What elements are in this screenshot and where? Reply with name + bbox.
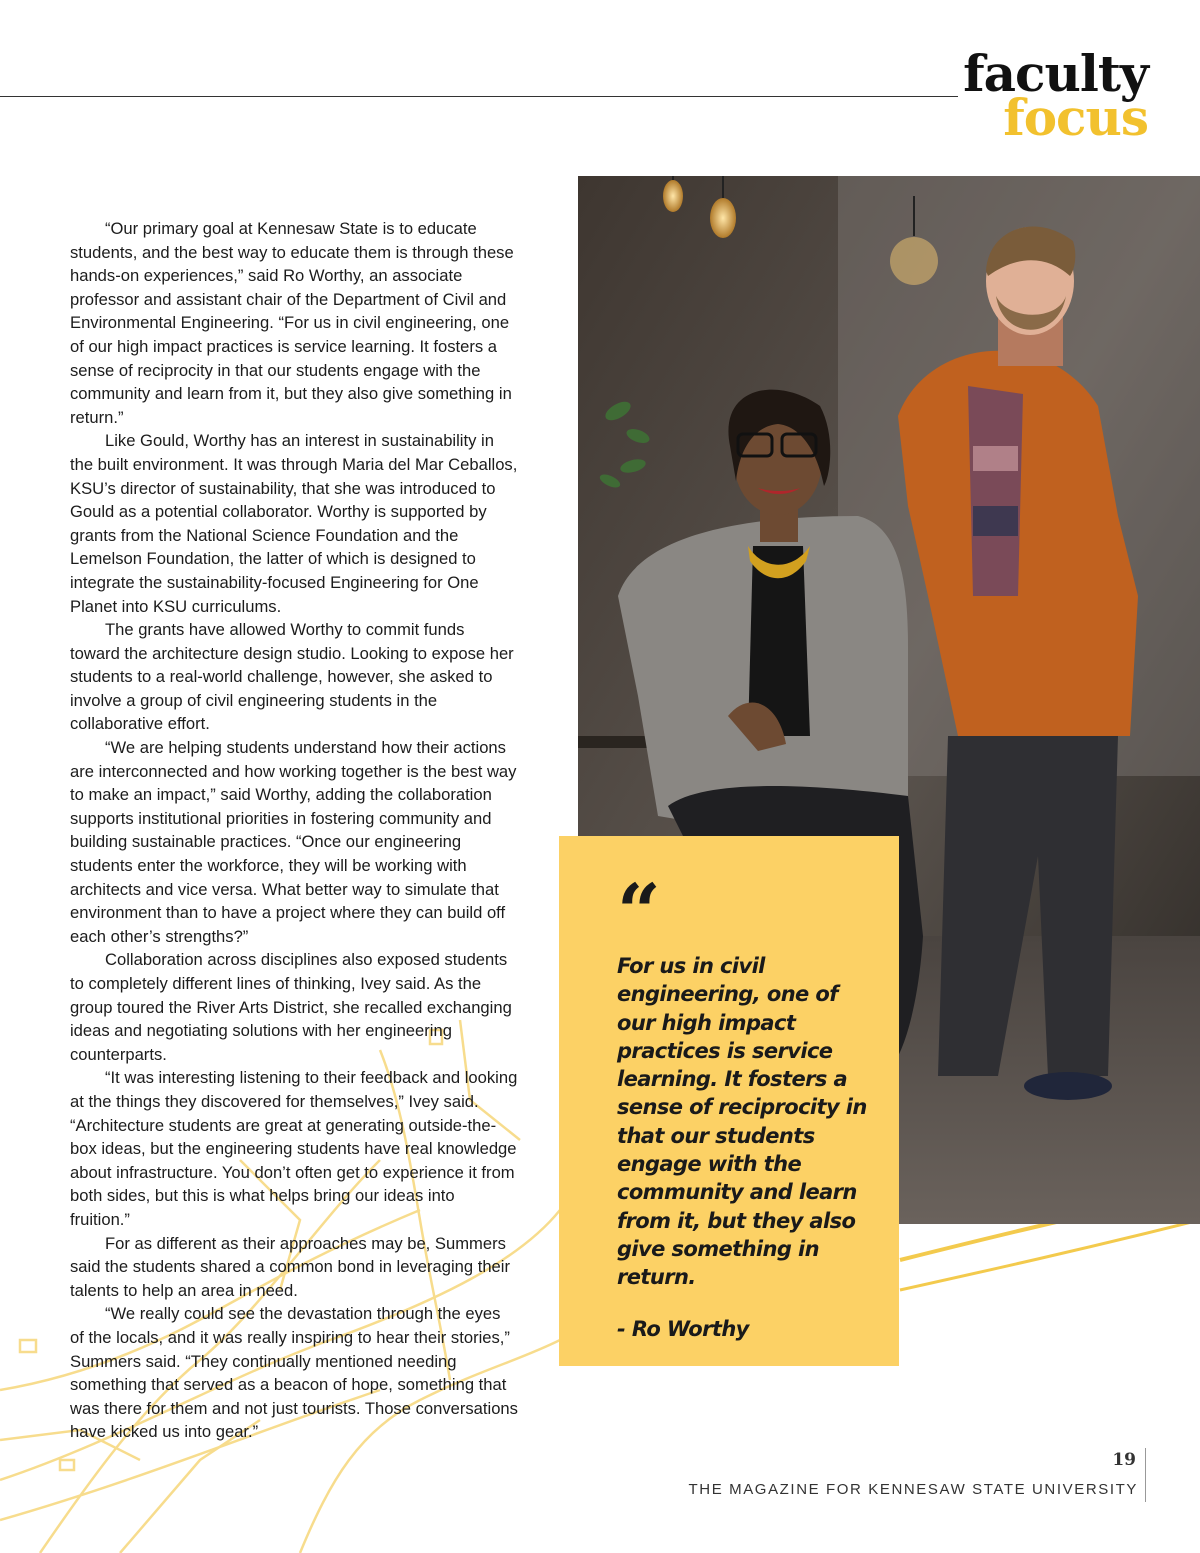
section-title-line2: focus — [1003, 88, 1148, 147]
footer-divider — [1145, 1448, 1146, 1502]
article-paragraph: The grants have allowed Worthy to commit funds toward the architecture design studio. Looking to expose her students to a real-world challenge, however, she asked to involve a group of civil engineering students in the collaborative effort. — [70, 620, 514, 734]
section-title-line1: faculty — [963, 44, 1148, 103]
article-paragraph: “Our primary goal at Kennesaw State is to educate students, and the best way to educate them is through these hands-on experiences,” said Ro Worthy, an associate professor and assistant chair of the Department of Civil and Environmental Engineering. “For us in civil engineering, one of our high impact practices is service learning. It fosters a sense of reciprocity in that our students engage with the community and learn from it, but they also give something in return.” — [70, 219, 514, 427]
article-paragraph: Collaboration across disciplines also exposed students to completely different lines of thinking, Ivey said. As the group toured the River Arts District, she recalled exchanging ideas and negotiating solutions with her engineering counterparts. — [70, 950, 512, 1064]
article-paragraph: “We really could see the devastation through the eyes of the locals, and it was really inspiring to hear their stories,” Summers said. “They continually mentioned needing something that served as a beacon of hope, something that was there for them and not just tourists. Those conversations have kicked us into gear.” — [70, 1304, 518, 1442]
header-rule — [0, 96, 958, 97]
publication-name: THE MAGAZINE FOR KENNESAW STATE UNIVERSITY — [688, 1481, 1138, 1498]
article-paragraph: “It was interesting listening to their feedback and looking at the things they discovered for themselves,” Ivey said. “Architecture students are great at generating outside-the-box ideas, but the engineering students have real knowledge about infrastructure. You don’t often get to experience it from both sides, but this is what helps bring our ideas into fruition.” — [70, 1068, 518, 1229]
pull-quote-attribution: - Ro Worthy — [617, 1317, 749, 1341]
section-title — [963, 44, 1148, 147]
quote-mark-icon: “ — [617, 867, 661, 956]
article-paragraph: “We are helping students understand how their actions are interconnected and how working together is the best way to make an impact,” said Worthy, adding the collaboration supports institutional priorities in fostering community and building sustainable practices. “Once our engineering students enter the workforce, they will be working with architects and vice versa. What better way to simulate that environment than to have a project where they can build off each other’s strengths?” — [70, 738, 517, 946]
article-body — [70, 217, 518, 1444]
article-paragraph: For as different as their approaches may be, Summers said the students shared a common bond in leveraging their talents to help an area in need. — [70, 1233, 511, 1300]
pull-quote-box — [559, 836, 899, 1366]
pull-quote-text: For us in civil engineering, one of our high impact practices is service learning. It fosters a sense of reciprocity in that our students engage with the community and learn from it, but they also give something in return. — [617, 954, 867, 1290]
page-number: 19 — [1112, 1450, 1136, 1470]
article-paragraph: Like Gould, Worthy has an interest in sustainability in the built environment. It was through Maria del Mar Ceballos, KSU’s director of sustainability, that she was introduced to Gould as a potential collaborator. Worthy is supported by grants from the National Science Foundation and the Lemelson Foundation, the latter of which is designed to integrate the sustainability-focused Engineering for One Planet into KSU curriculums. — [70, 431, 518, 616]
